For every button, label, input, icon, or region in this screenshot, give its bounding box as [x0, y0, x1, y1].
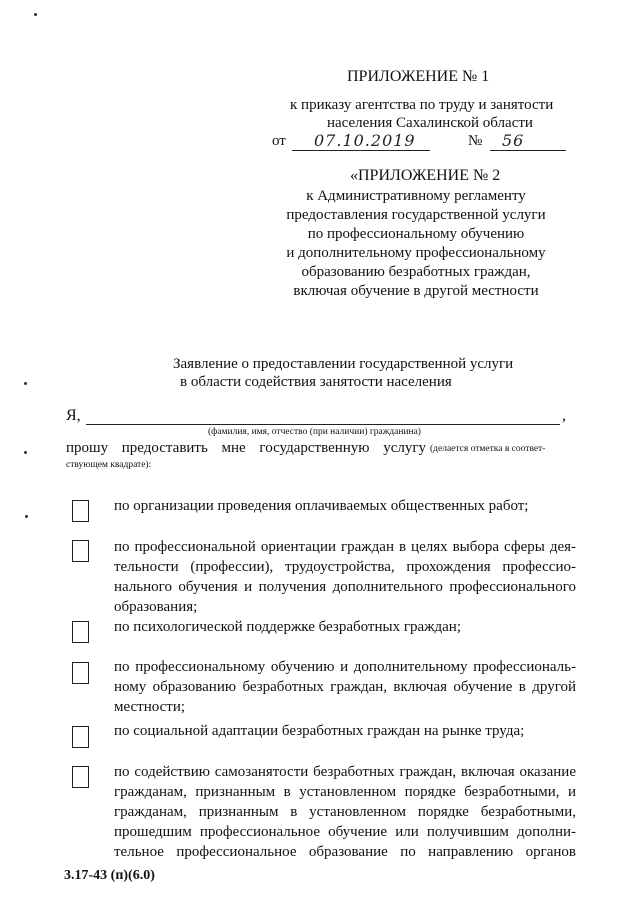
applicant-prefix: Я,	[66, 407, 81, 424]
option-line: тельности (профессии), трудоустройства, прохождения профессио-	[114, 559, 576, 575]
checkbox-career-guidance[interactable]	[72, 540, 89, 562]
document-title-line-1: Заявление о предоставлении государственной услуги	[173, 356, 514, 372]
request-note-2: ствующем квадрате):	[66, 460, 152, 470]
number-label: №	[468, 133, 483, 149]
order-reference-line-2: населения Сахалинской области	[327, 115, 533, 131]
checkbox-self-employment[interactable]	[72, 766, 89, 788]
regulation-line: предоставления государственной услуги	[286, 207, 546, 223]
form-code: 3.17-43 (п)(6.0)	[64, 868, 155, 883]
option-line: по профессиональному обучению и дополнительному профессиональ-	[114, 659, 576, 675]
document-title-line-2: в области содействия занятости населения	[180, 374, 452, 390]
appendix-2-heading: «ПРИЛОЖЕНИЕ № 2	[350, 167, 501, 184]
checkbox-psychological-support[interactable]	[72, 621, 89, 643]
option-line: гражданам, признанным в установленном порядке безработными,	[114, 804, 576, 820]
order-reference-line-1: к приказу агентства по труду и занятости	[290, 97, 554, 113]
scan-speck	[25, 515, 28, 518]
scan-speck	[24, 451, 27, 454]
regulation-line: к Административному регламенту	[306, 188, 526, 204]
handwritten-date: 07.10.2019	[314, 131, 416, 150]
scan-speck	[34, 13, 37, 16]
option-line: по содействию самозанятости безработных граждан, включая оказание	[114, 764, 576, 780]
scan-speck	[24, 382, 27, 385]
appendix-1-heading: ПРИЛОЖЕНИЕ № 1	[347, 68, 490, 85]
handwritten-number: 56	[502, 131, 525, 150]
option-line: гражданам, признанным в установленном порядке безработными, и	[114, 784, 576, 800]
option-line: прошедшим профессиональное обучение или получившим дополни-	[114, 824, 576, 840]
applicant-name-field[interactable]	[86, 424, 560, 425]
option-public-works	[114, 496, 576, 516]
option-vocational-training	[114, 657, 576, 717]
regulation-line: включая обучение в другой местности	[293, 283, 539, 299]
option-line: местности;	[114, 699, 186, 715]
option-line: ному образованию безработных граждан, включая обучение в другой	[114, 679, 576, 695]
checkbox-social-adaptation[interactable]	[72, 726, 89, 748]
option-line: образования;	[114, 599, 198, 615]
option-career-guidance	[114, 537, 576, 617]
option-line: нального обучения и получения дополнительного профессионального	[114, 579, 576, 595]
regulation-line: по профессиональному обучению	[307, 226, 525, 242]
option-line: тельное профессиональное образование по направлению органов	[114, 844, 576, 860]
option-social-adaptation	[114, 721, 576, 741]
checkbox-vocational-training[interactable]	[72, 662, 89, 684]
date-label: от	[272, 133, 286, 149]
option-line: по социальной адаптации безработных граждан на рынке труда;	[114, 723, 525, 739]
option-self-employment	[114, 762, 576, 862]
option-line: по психологической поддержке безработных граждан;	[114, 619, 461, 635]
number-underline	[490, 150, 566, 151]
applicant-suffix: ,	[562, 407, 566, 424]
regulation-reference	[270, 187, 562, 301]
request-text: прошу предоставить мне государственную услугу	[66, 440, 426, 456]
regulation-line: образованию безработных граждан,	[301, 264, 531, 280]
option-psychological-support	[114, 617, 576, 637]
option-line: по организации проведения оплачиваемых общественных работ;	[114, 498, 529, 514]
date-underline	[292, 150, 430, 151]
request-note-1: (делается отметка в соответ-	[430, 444, 546, 454]
applicant-caption: (фамилия, имя, отчество (при наличии) гражданина)	[208, 427, 421, 437]
regulation-line: и дополнительному профессиональному	[286, 245, 546, 261]
option-line: по профессиональной ориентации граждан в целях выбора сферы дея-	[114, 539, 576, 555]
checkbox-public-works[interactable]	[72, 500, 89, 522]
